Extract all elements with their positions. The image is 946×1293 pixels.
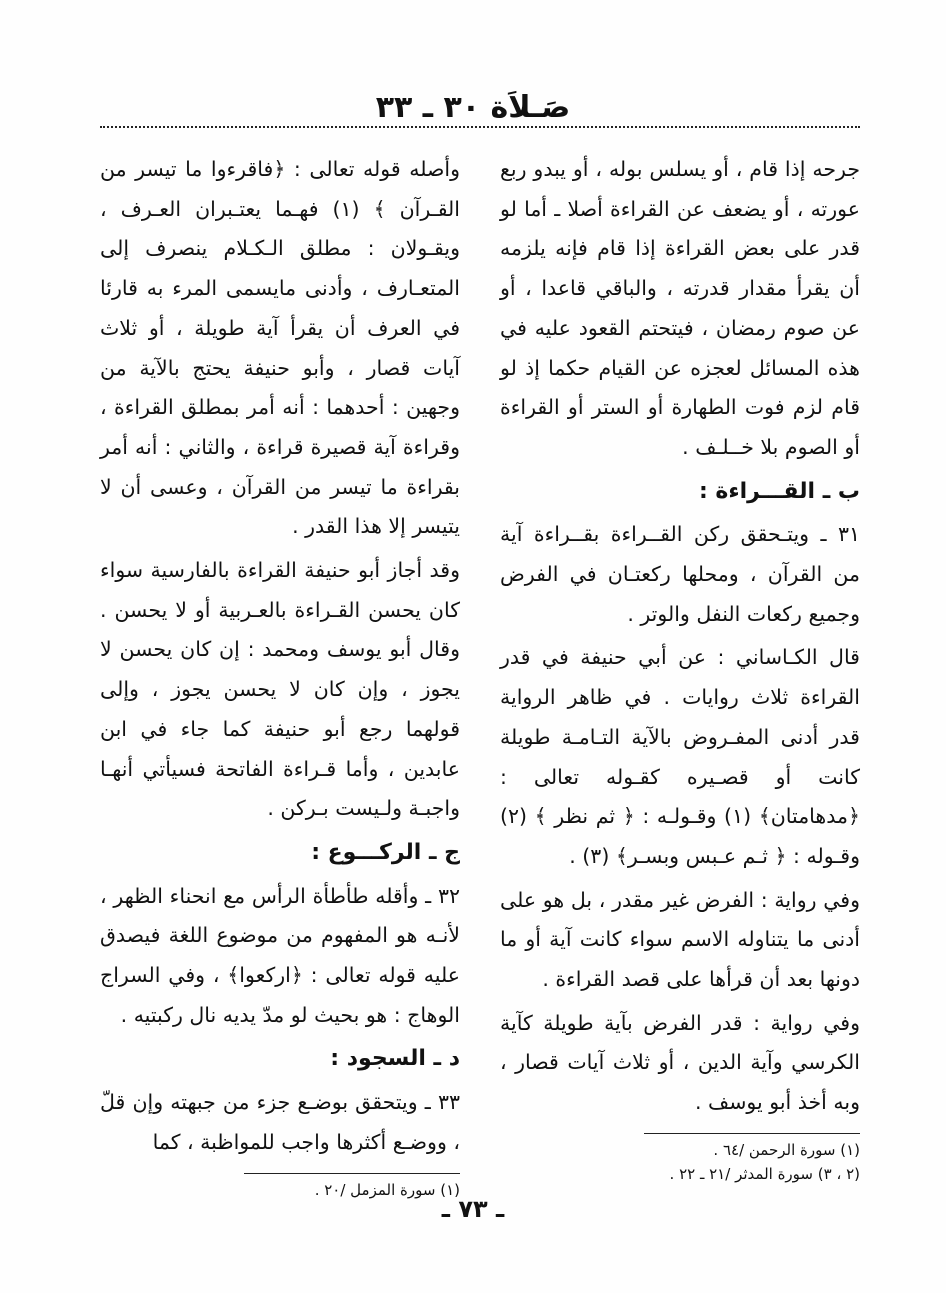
footnote: (٢ ، ٣) سورة المدثر /٢١ ـ ٢٢ . bbox=[669, 1164, 860, 1183]
paragraph: وفي رواية : قدر الفرض بآية طويلة كآية الكرسي وآية الدين ، أو ثلاث آيات قصار ، وبه أخذ أبو يوسف . bbox=[500, 1010, 860, 1115]
paragraph: وفي رواية : الفرض غير مقدر ، بل هو على أدنى ما يتناوله الاسم سواء كانت آية أو ما دونها بعد أن قرأها على قصد القراءة . bbox=[500, 887, 860, 992]
footnote: (١) سورة المزمل /٢٠ . bbox=[314, 1180, 460, 1199]
header-divider bbox=[100, 126, 860, 128]
paragraph: ٣٢ ـ وأقله طأطأة الرأس مع انحناء الظهر ، لأنـه هو المفهوم من موضوع اللغة فيصدق عليه قوله تعالى : ﴿اركعوا﴾ ، وفي السراج الوهاج : هو بحيث لو مدّ يديه نال ركبتيه . bbox=[100, 883, 460, 1027]
footnotes bbox=[500, 1138, 860, 1186]
paragraph: وأصله قوله تعالى : ﴿فاقرءوا ما تيسر من القـرآن ﴾ (١) فهـما يعتـبران العـرف ، ويقـولان : مطلق الـكـلام ينصرف إلى المتعـارف ، وأدنى مايسمى المرء به قارئا في العرف أن يقرأ آية طويلة ، أو ثلاث آيات قصار ، وأبو حنيفة يحتج بالآية من وجهين : أحدهما : أنه أمر بمطلق القراءة ، وقراءة آية قصيرة قراءة ، والثاني : أنه أمر بقراءة ما تيسر من القرآن ، وعسى أن لا يتيسر إلا هذا القدر . bbox=[100, 157, 460, 539]
right-column bbox=[500, 150, 860, 1186]
paragraph: وقد أجاز أبو حنيفة القراءة بالفارسية سواء كان يحسن القـراءة بالعـربية أو لا يحسن . وقال أبو يوسف ومحمد : إن كان يحسن لا يجوز ، وإن كان لا يحسن يجوز ، وإلى قولهما رجع أبو حنيفة كما جاء في ابن عابدين ، وأما قـراءة الفاتحة فسيأتي أنهـا واجبـة ولـيست بـركن . bbox=[100, 558, 460, 821]
section-heading-reading: ب ـ القـــراءة : bbox=[698, 478, 860, 504]
paragraph: ٣١ ـ ويتـحقق ركن القــراءة بقــراءة آية من القرآن ، ومحلها ركعتـان في الفرض وجميع ركعات النفل والوتر . bbox=[500, 522, 860, 626]
footnote-divider bbox=[244, 1173, 460, 1174]
section-heading-bowing: ج ـ الركـــوع : bbox=[311, 839, 460, 865]
footnote: (١) سورة الرحمن /٦٤ . bbox=[713, 1140, 860, 1159]
left-column bbox=[100, 150, 460, 1202]
footnote-divider bbox=[644, 1133, 860, 1134]
page-number: ـ ٧٣ ـ bbox=[441, 1195, 505, 1223]
paragraph: ٣٣ ـ ويتحقق بوضـع جزء من جبهته وإن قلّ ، ووضـع أكثرها واجب للمواظبة ، كما bbox=[100, 1090, 460, 1154]
paragraph: قال الكـاساني : عن أبي حنيفة في قدر القراءة ثلاث روايات . في ظاهر الرواية قدر أدنى المفـروض بالآية التـامـة طويلة كانت أو قصـيره كقـوله تعالى : ﴿مدهامتان﴾ (١) وقـولـه : ﴿ ثم نظر ﴾ (٢) وقـوله : ﴿ ثـم عـبس وبسـر﴾ (٣) . bbox=[500, 645, 860, 868]
paragraph: جرحه إذا قام ، أو يسلس بوله ، أو يبدو ربع عورته ، أو يضعف عن القراءة أصلا ـ أما لو قدر على بعض القراءة إذا قام فإنه يلزمه أن يقرأ مقدار قدرته ، والباقي قاعدا ، أو عن صوم رمضان ، فيتحتم القعود عليه في هذه المسائل لعجزه عن القيام حكما إذ لو قام لزم فوت الطهارة أو الستر أو القراءة أو الصوم بلا خــلـف . bbox=[500, 157, 860, 459]
running-header: صَـلاَة ٣٠ ـ ٣٣ bbox=[375, 90, 571, 125]
section-heading-prostration: د ـ السجود : bbox=[330, 1046, 460, 1072]
